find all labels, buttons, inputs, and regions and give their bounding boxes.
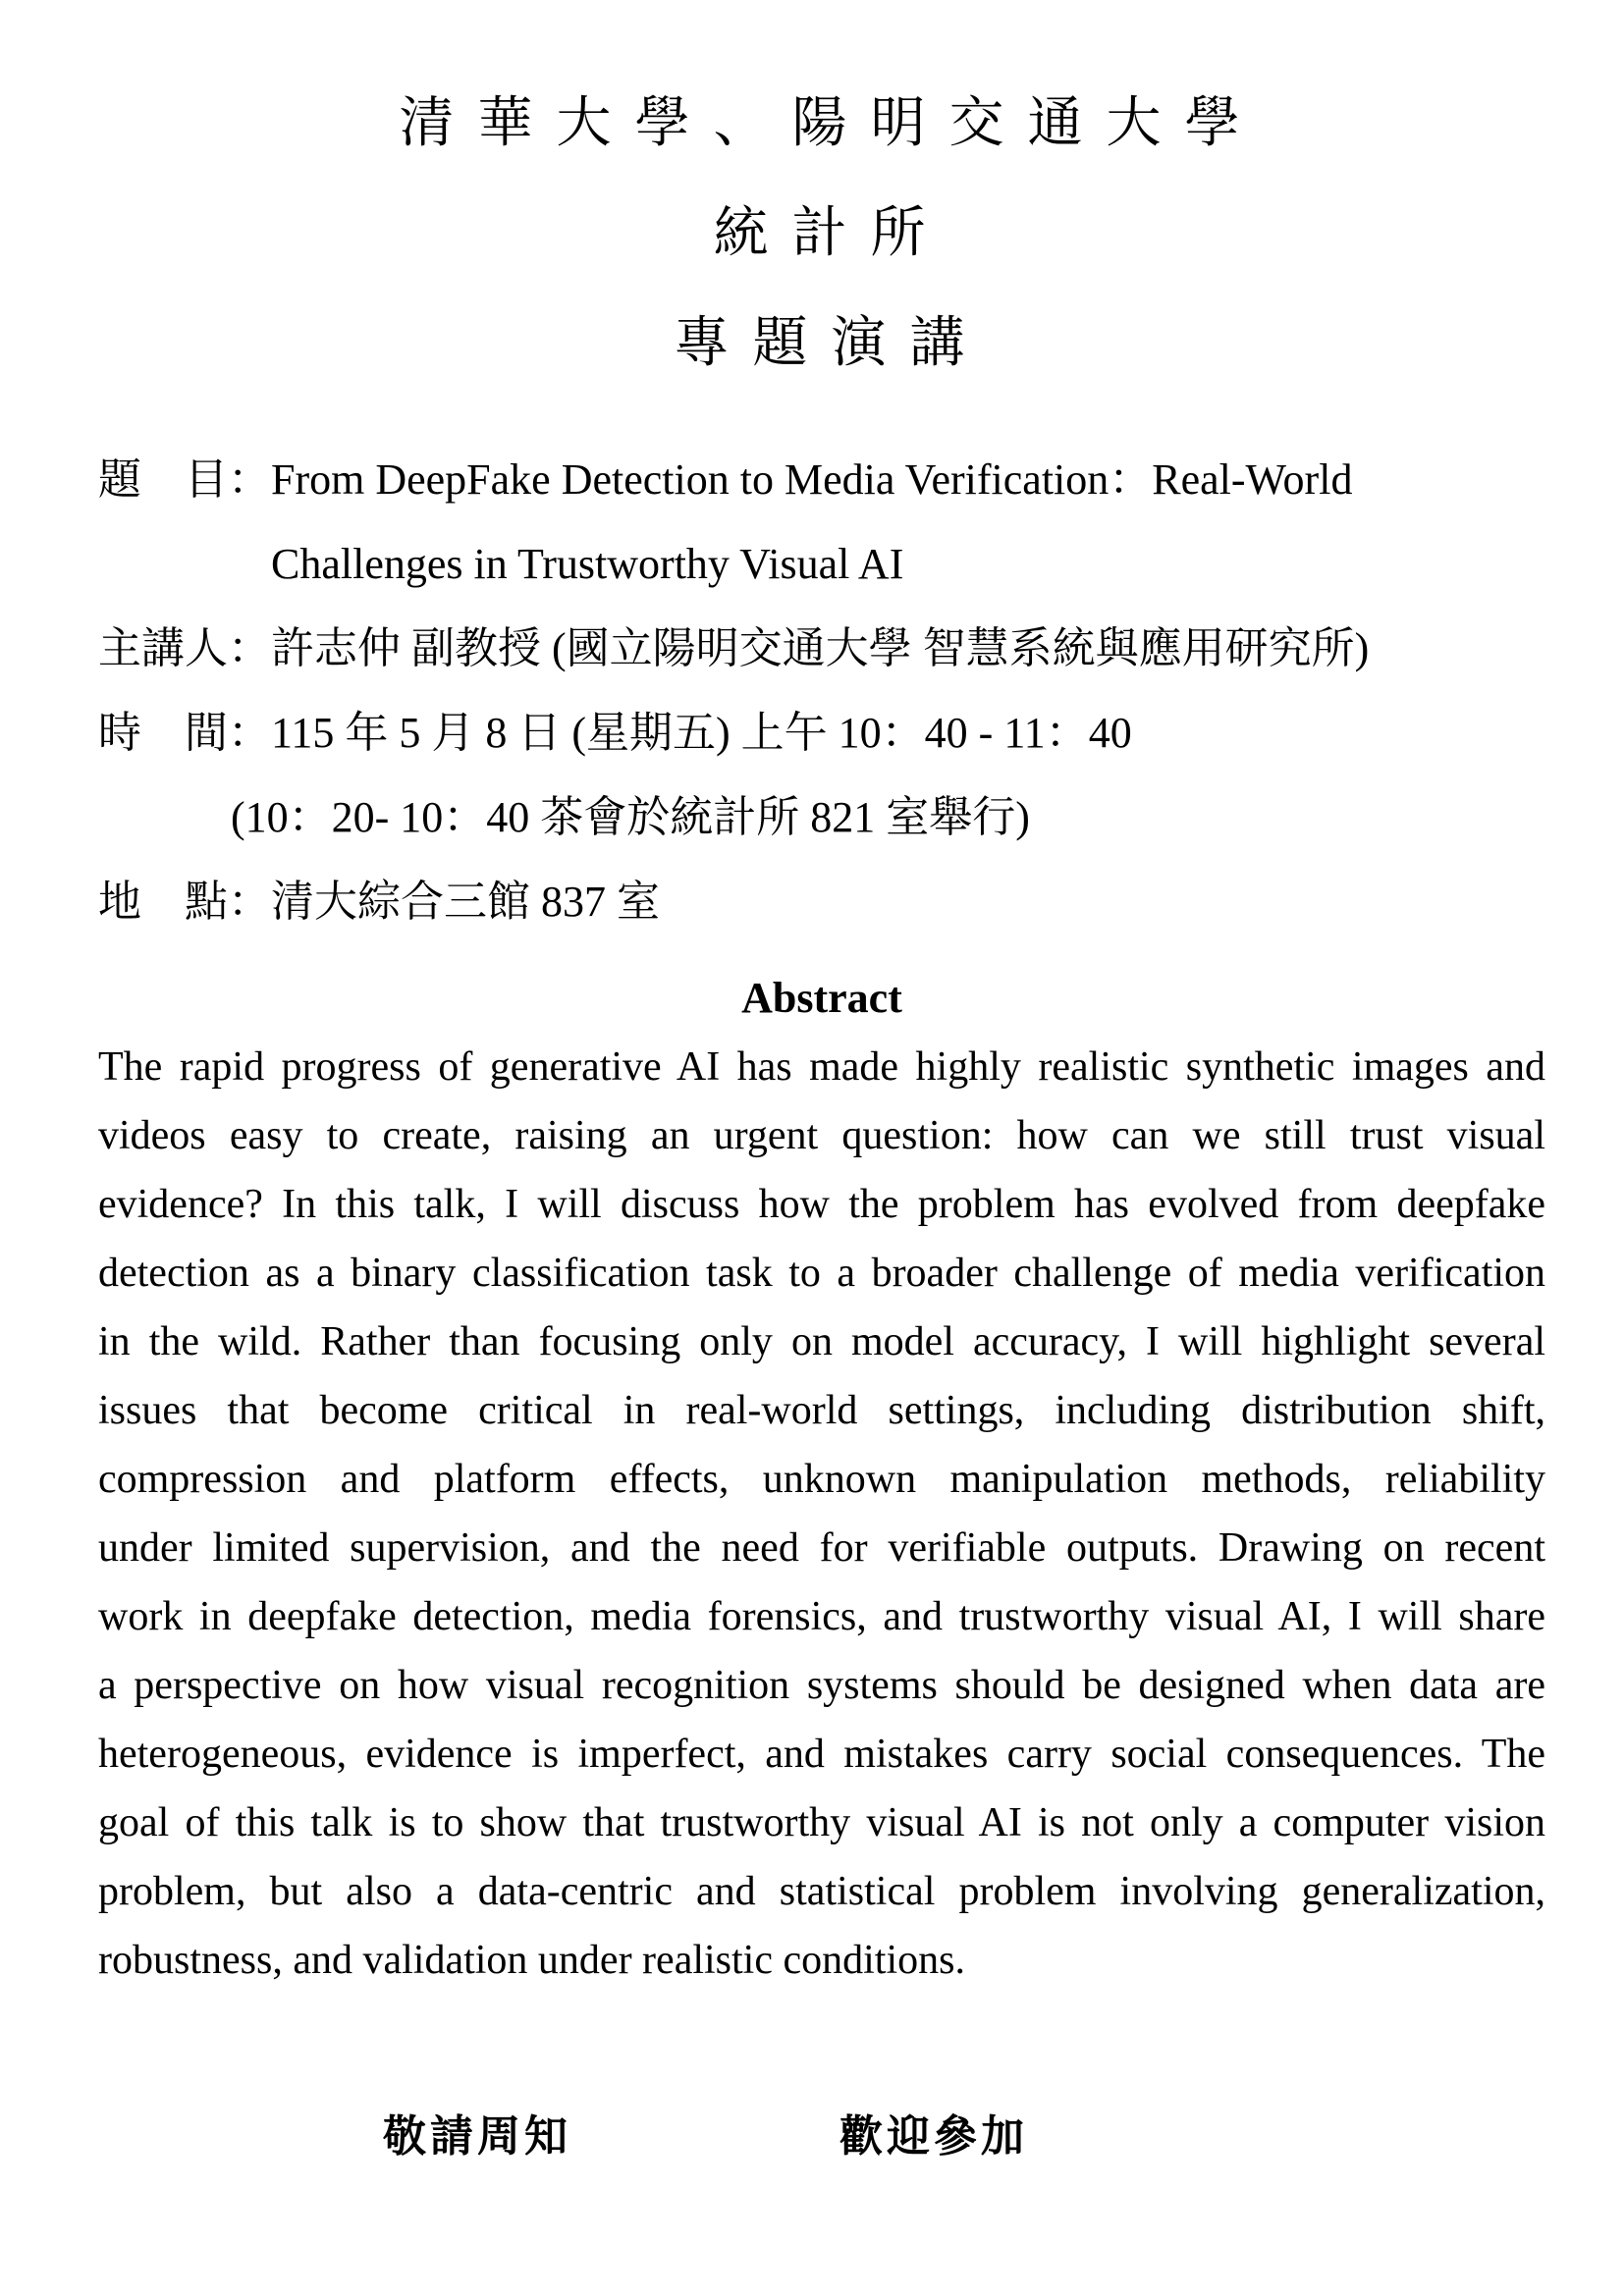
abstract-body [98, 1033, 1545, 1995]
speaker-label: 主講人： [98, 624, 271, 672]
abstract-line: under limited supervision, and the need for verifiable outputs. Drawing on recent [98, 1525, 1545, 1571]
location-value: 清大綜合三館 837 室 [271, 878, 660, 926]
abstract-line: problem, but also a data-centric and statistical problem involving generalization, [98, 1869, 1545, 1914]
notice-text: 敬請周知 [383, 2112, 571, 2161]
abstract-line: videos easy to create, raising an urgent question: how can we still trust visual [98, 1113, 1545, 1158]
abstract-heading: Abstract [741, 974, 902, 1022]
speaker-value: 許志仲 副教授 (國立陽明交通大學 智慧系統與應用研究所) [271, 624, 1370, 672]
abstract-line: in the wild. Rather than focusing only on model accuracy, I will highlight several [98, 1319, 1545, 1364]
abstract-line: robustness, and validation under realistic conditions. [98, 1938, 965, 1983]
university-title: 清 華 大 學 、 陽 明 交 通 大 學 [399, 93, 1245, 154]
document-footer [98, 2103, 1545, 2171]
abstract-line: work in deepfake detection, media forensics, and trustworthy visual AI, I will share [98, 1594, 1545, 1639]
tea-time-note: (10：20- 10：40 茶會於統計所 821 室舉行) [231, 793, 1030, 841]
topic-row [98, 438, 1545, 607]
seminar-series-title: 專 題 演 講 [674, 313, 970, 374]
abstract-line: The rapid progress of generative AI has made highly realistic synthetic images and [98, 1044, 1545, 1090]
abstract-line: a perspective on how visual recognition systems should be designed when data are [98, 1663, 1545, 1708]
location-row [98, 860, 1545, 944]
topic-value [271, 438, 1545, 607]
time-label: 時 間： [98, 709, 271, 757]
location-label: 地 點： [98, 878, 271, 926]
abstract-line: goal of this talk is to show that trustworthy visual AI is not only a computer vision [98, 1800, 1545, 1845]
abstract-line: issues that become critical in real-world settings, including distribution shift, [98, 1388, 1545, 1433]
welcome-text: 歡迎參加 [839, 2112, 1028, 2161]
abstract-line: heterogeneous, evidence is imperfect, and mistakes carry social consequences. The [98, 1732, 1545, 1777]
topic-line-2: Challenges in Trustworthy Visual AI [271, 540, 904, 588]
speaker-row [98, 607, 1545, 691]
seminar-info [98, 438, 1545, 944]
time-row [98, 691, 1545, 775]
abstract-line: evidence? In this talk, I will discuss how the problem has evolved from deepfake [98, 1182, 1545, 1227]
topic-label: 題 目： [98, 455, 271, 504]
time-value: 115 年 5 月 8 日 (星期五) 上午 10：40 - 11：40 [271, 709, 1132, 757]
document-header [98, 69, 1545, 399]
abstract-line: detection as a binary classification task to a broader challenge of media verification [98, 1251, 1545, 1296]
topic-line-1: From DeepFake Detection to Media Verification：Real-World [271, 455, 1353, 504]
abstract-line: compression and platform effects, unknown manipulation methods, reliability [98, 1457, 1545, 1502]
institute-title: 統 計 所 [713, 203, 931, 264]
